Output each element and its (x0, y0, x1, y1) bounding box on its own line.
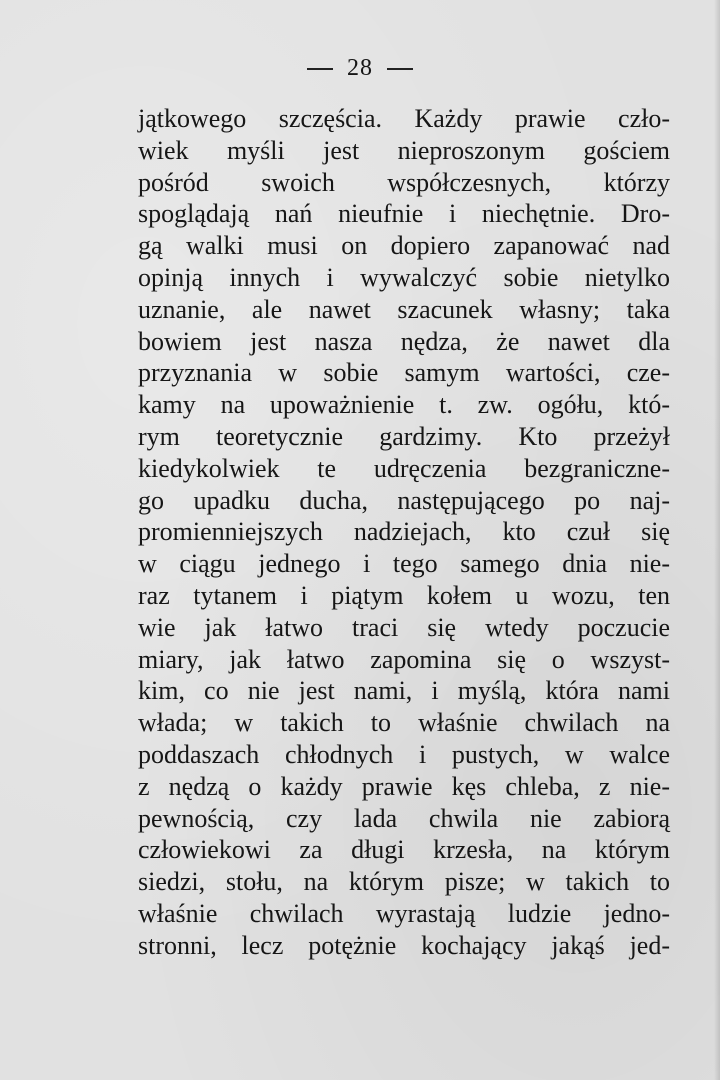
text-line: promienniejszych nadziejach, kto czuł się (138, 517, 670, 547)
text-line: pewnością, czy lada chwila nie zabiorą (138, 803, 670, 833)
text-line: właśnie chwilach wyrastają ludzie jedno- (138, 898, 670, 928)
text-line: bowiem jest nasza nędza, że nawet dla (138, 326, 670, 356)
text-line: kamy na upoważnienie t. zw. ogółu, któ- (138, 390, 670, 420)
text-line: poddaszach chłodnych i pustych, w walce (138, 739, 670, 769)
text-line: siedzi, stołu, na którym pisze; w takich to (138, 867, 670, 897)
text-line: pośród swoich współczesnych, którzy (138, 167, 670, 197)
body-text (138, 103, 670, 962)
text-line: raz tytanem i piątym kołem u wozu, ten (138, 580, 670, 610)
text-line: kiedykolwiek te udręczenia bezgraniczne- (138, 453, 670, 483)
text-line: kim, co nie jest nami, i myślą, która nami (138, 676, 670, 706)
text-line: uznanie, ale nawet szacunek własny; taka (138, 294, 670, 324)
page-number-header (0, 55, 720, 82)
left-dash (307, 68, 333, 70)
page-number: 28 (347, 55, 373, 81)
text-line: z nędzą o każdy prawie kęs chleba, z nie- (138, 771, 670, 801)
text-line: wiek myśli jest nieproszonym gościem (138, 135, 670, 165)
text-line: miary, jak łatwo zapomina się o wszyst- (138, 644, 670, 674)
text-line: stronni, lecz potężnie kochający jakąś jed- (138, 930, 670, 960)
text-line: przyznania w sobie samym wartości, cze- (138, 358, 670, 388)
text-line: rym teoretycznie gardzimy. Kto przeżył (138, 421, 670, 451)
text-line: włada; w takich to właśnie chwilach na (138, 708, 670, 738)
text-line: spoglądają nań nieufnie i niechętnie. Dro- (138, 199, 670, 229)
text-line: wie jak łatwo traci się wtedy poczucie (138, 612, 670, 642)
text-line: opinją innych i wywalczyć sobie nietylko (138, 262, 670, 292)
text-line: go upadku ducha, następującego po naj- (138, 485, 670, 515)
right-dash (387, 68, 413, 70)
page-edge-shadow (714, 0, 720, 1080)
text-line: człowiekowi za długi krzesła, na którym (138, 835, 670, 865)
text-line: w ciągu jednego i tego samego dnia nie- (138, 549, 670, 579)
text-line: jątkowego szczęścia. Każdy prawie czło- (138, 104, 670, 133)
text-line: gą walki musi on dopiero zapanować nad (138, 231, 670, 261)
